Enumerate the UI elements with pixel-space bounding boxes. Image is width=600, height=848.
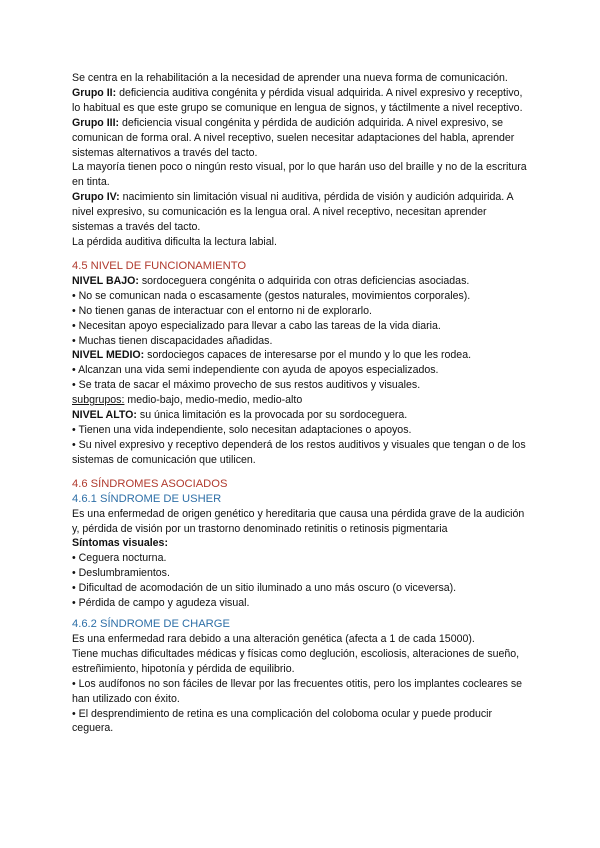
group-4-paragraph (72, 190, 528, 235)
group-4-label: Grupo IV: (72, 191, 120, 204)
level-low-bullet: • Muchas tienen discapacidades añadidas. (72, 334, 273, 347)
symptom-bullet: • Pérdida de campo y agudeza visual. (72, 597, 250, 610)
level-low-bullet: • No se comunican nada o escasamente (gestos naturales, movimientos corporales). (72, 289, 471, 302)
charge-description-2: Tiene muchas dificultades médicas y físicas como deglución, escoliosis, alteraciones de sueño, estreñimiento, hipotonía y pérdida de equilibrio. (72, 647, 520, 675)
level-low-text: sordoceguera congénita o adquirida con otras deficiencias asociadas. (138, 274, 470, 287)
subheading-charge: 4.6.2 SÍNDROME DE CHARGE (72, 618, 230, 630)
symptoms-label: Síntomas visuales: (72, 537, 168, 550)
level-high-paragraph (72, 408, 528, 423)
level-medium-text: sordociegos capaces de interesarse por el mundo y lo que les rodea. (144, 349, 472, 362)
level-low-bullet: • No tienen ganas de interactuar con el entorno ni de explorarlo. (72, 304, 372, 317)
level-high-bullet: • Su nivel expresivo y receptivo dependerá de los restos auditivos y visuales que tengan o de los sistemas de comunicación que utilicen. (72, 438, 526, 466)
page-content (72, 71, 528, 736)
group-3-label: Grupo III: (72, 116, 120, 129)
symptom-bullet: • Deslumbramientos. (72, 567, 170, 580)
subgroups-text: medio-bajo, medio-medio, medio-alto (124, 394, 303, 407)
group-2-text: deficiencia auditiva congénita y pérdida visual adquirida. A nivel expresivo y receptivo, lo habitual es que este grupo se comunique en lengua de signos, y táctilmente a nivel receptivo. (72, 86, 523, 114)
subheading-usher: 4.6.1 SÍNDROME DE USHER (72, 492, 222, 505)
level-high-label: NIVEL ALTO: (72, 409, 137, 422)
spacer (72, 250, 528, 259)
group-2-paragraph (72, 86, 528, 116)
intro-paragraph: Se centra en la rehabilitación a la necesidad de aprender una nueva forma de comunicación. (72, 72, 508, 84)
usher-description: Es una enfermedad de origen genético y hereditaria que causa una pérdida grave de la audición y, pérdida de visión por un trastorno denominado retinitis o retinosis pigmentaria (72, 507, 525, 535)
charge-bullet: • Los audífonos no son fáciles de llevar por las frecuentes otitis, pero los implantes cocleares se han utilizado con éxito. (72, 677, 523, 705)
section-heading-4-5: 4.5 NIVEL DE FUNCIONAMIENTO (72, 259, 247, 272)
spacer (72, 468, 528, 477)
level-medium-bullet: • Alcanzan una vida semi independiente con ayuda de apoyos especializados. (72, 364, 439, 377)
charge-bullet: • El desprendimiento de retina es una complicación del coloboma ocular y puede producir ceguera. (72, 707, 493, 735)
symptom-bullet: • Ceguera nocturna. (72, 552, 167, 565)
group-4-extra: La pérdida auditiva dificulta la lectura labial. (72, 235, 277, 248)
level-high-text: su única limitación es la provocada por su sordoceguera. (136, 409, 408, 422)
group-3-paragraph (72, 116, 528, 161)
symptom-bullet: • Dificultad de acomodación de un sitio iluminado a uno más oscuro (o viceversa). (72, 582, 457, 595)
level-high-bullet: • Tienen una vida independiente, solo necesitan adaptaciones o apoyos. (72, 423, 412, 436)
subgroups-paragraph (72, 393, 528, 408)
level-low-label: NIVEL BAJO: (72, 274, 139, 287)
subgroups-label: subgrupos: (72, 394, 125, 407)
level-low-bullet: • Necesitan apoyo especializado para llevar a cabo las tareas de la vida diaria. (72, 319, 441, 332)
section-heading-4-6: 4.6 SÍNDROMES ASOCIADOS (72, 477, 228, 490)
level-medium-paragraph (72, 348, 528, 363)
level-low-paragraph (72, 274, 528, 289)
group-3-extra: La mayoría tienen poco o ningún resto visual, por lo que harán uso del braille y no de la escritura en tinta. (72, 161, 527, 189)
group-4-text: nacimiento sin limitación visual ni auditiva, pérdida de visión y audición adquirida. A nivel expresivo, su comunicación es la lengua oral. A nivel receptivo, necesitan aprender sistemas a través del tacto. (72, 191, 514, 234)
level-medium-bullet: • Se trata de sacar el máximo provecho de sus restos auditivos y visuales. (72, 379, 421, 392)
level-medium-label: NIVEL MEDIO: (72, 349, 145, 362)
charge-description-1: Es una enfermedad rara debido a una alteración genética (afecta a 1 de cada 15000). (72, 633, 475, 645)
group-3-text: deficiencia visual congénita y pérdida de audición adquirida. A nivel expresivo, se comunican de forma oral. A nivel receptivo, suelen necesitar adaptaciones del habla, aprender sistemas alternativos a través del tacto. (72, 116, 515, 159)
group-2-label: Grupo II: (72, 86, 117, 99)
